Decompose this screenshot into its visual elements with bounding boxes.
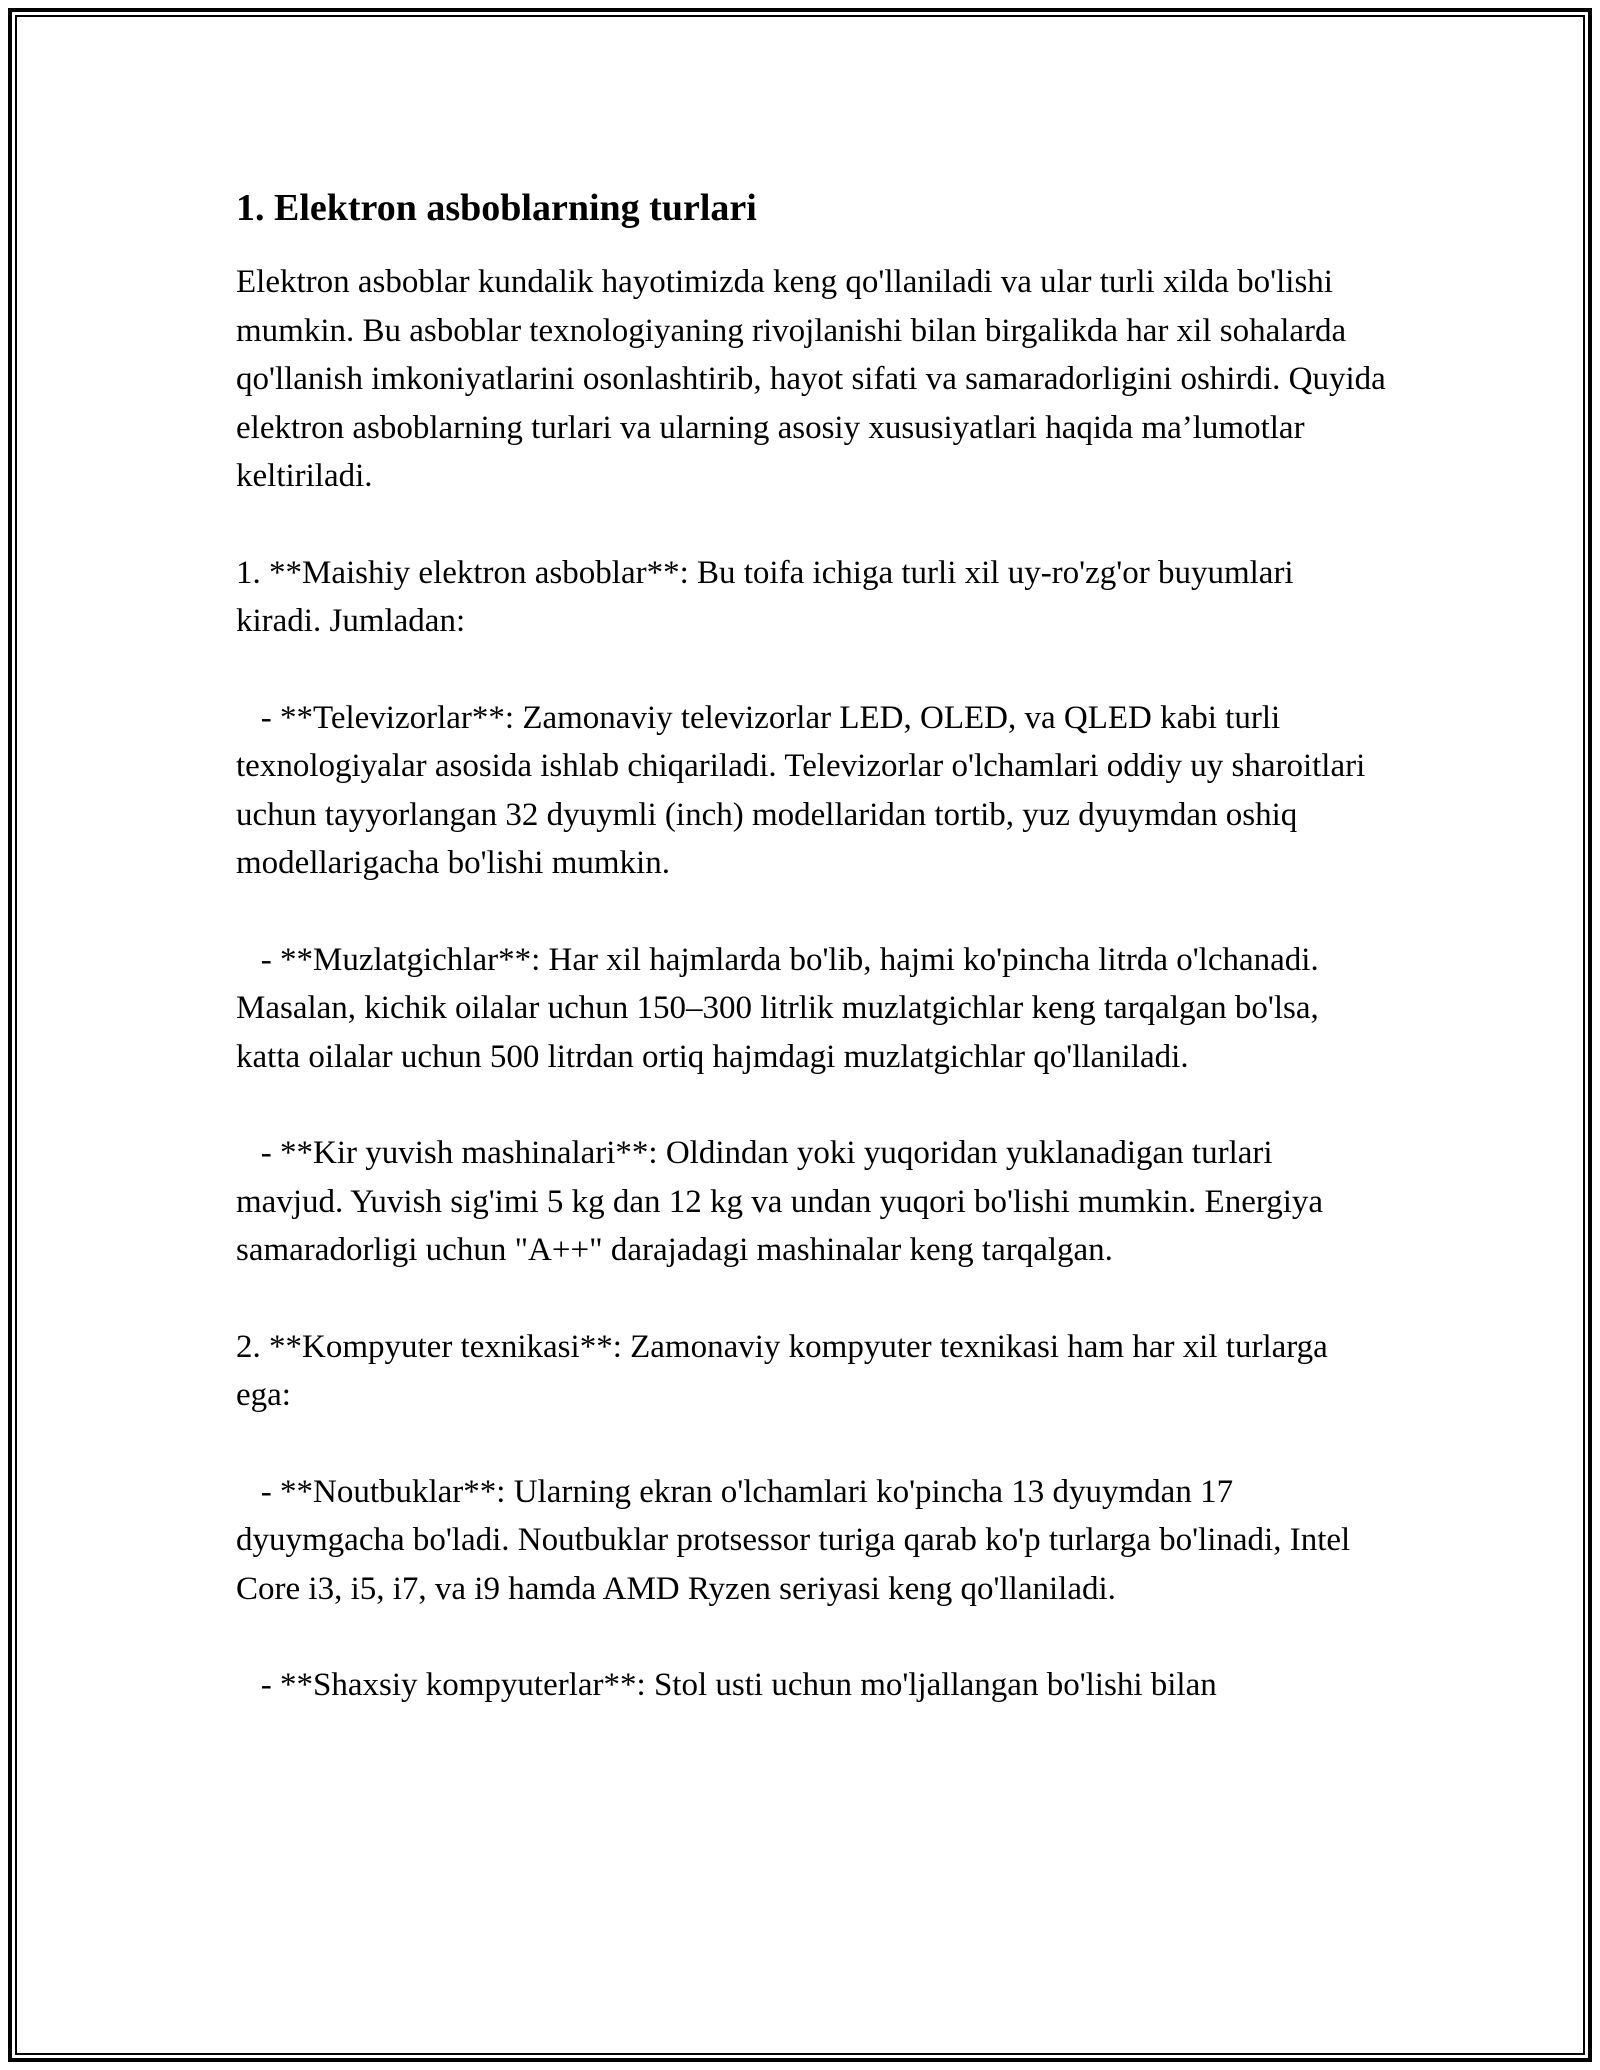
intro-paragraph: Elektron asboblar kundalik hayotimizda keng qo'llaniladi va ular turli xilda bo'lishi mumkin. Bu asboblar texnologiyaning rivojlanishi bilan birgalikda har xil sohalarda qo'llanish imkoniyatlarini osonlashtirib, hayot sifati va samaradorligini oshirdi. Quyida elektron asboblarning turlari va ularning asosiy xususiyatlari haqida ma’lumotlar keltiriladi. [236, 264, 1395, 494]
sub-item-laptops: - **Noutbuklar**: Ularning ekran o'lchamlari ko'pincha 13 dyuymdan 17 dyuymgacha bo'ladi. Noutbuklar protsessor turiga qarab ko'p turlarga bo'linadi, Intel Core i3, i5, i7, va i9 hamda AMD Ryzen seriyasi keng qo'llaniladi. [236, 1473, 1359, 1607]
sub-item-refrigerators: - **Muzlatgichlar**: Har xil hajmlarda bo'lib, hajmi ko'pincha litrda o'lchanadi. Masalan, kichik oilalar uchun 150–300 litrlik muzlatgichlar keng tarqalgan bo'lsa, katta oilalar uchun 500 litrdan ortiq hajmdagi muzlatgichlar qo'llaniladi. [236, 941, 1327, 1075]
document-body [236, 184, 1395, 1758]
list-item-household-appliances: 1. **Maishiy elektron asboblar**: Bu toifa ichiga turli xil uy-ro'zg'or buyumlari kiradi. Jumladan: [236, 554, 1302, 639]
section-heading: 1. Elektron asboblarning turlari [236, 187, 757, 229]
list-item-computer-equipment: 2. **Kompyuter texnikasi**: Zamonaviy kompyuter texnikasi ham har xil turlarga ega: [236, 1328, 1337, 1413]
sub-item-washing-machines: - **Kir yuvish mashinalari**: Oldindan yoki yuqoridan yuklanadigan turlari mavjud. Yuvish sig'imi 5 kg dan 12 kg va undan yuqori bo'lishi mumkin. Energiya samaradorligi uchun "A++" darajadagi mashinalar keng tarqalgan. [236, 1135, 1332, 1268]
sub-item-personal-computers: - **Shaxsiy kompyuterlar**: Stol usti uchun mo'ljallangan bo'lishi bilan [236, 1667, 1217, 1703]
sub-item-televisions: - **Televizorlar**: Zamonaviy televizorlar LED, OLED, va QLED kabi turli texnologiyalar asosida ishlab chiqariladi. Televizorlar o'lchamlari oddiy uy sharoitlari uchun tayyorlangan 32 dyuymli (inch) modellaridan tortib, yuz dyuymdan oshiq modellarigacha bo'lishi mumkin. [236, 699, 1374, 881]
